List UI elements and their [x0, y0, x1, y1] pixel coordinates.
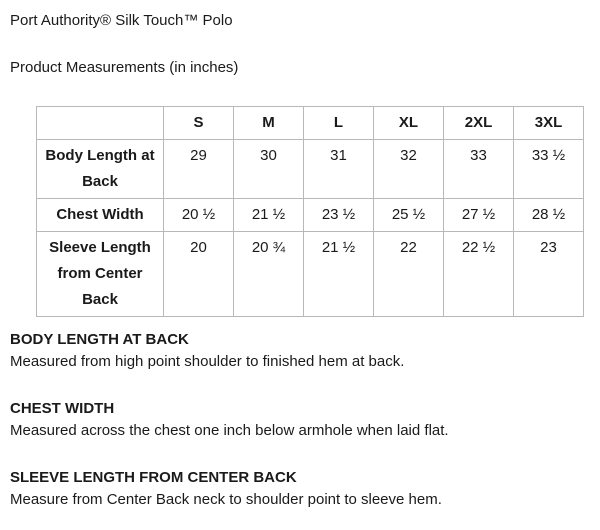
size-header: XL — [374, 107, 444, 140]
table-cell: 22 ½ — [444, 232, 514, 317]
table-cell: 27 ½ — [444, 199, 514, 232]
chest-width-section — [10, 398, 449, 442]
section-text: Measured from high point shoulder to finished hem at back. — [10, 353, 405, 370]
sleeve-length-section — [10, 467, 442, 511]
table-cell: 20 ¾ — [234, 232, 304, 317]
table-cell: 23 ½ — [304, 199, 374, 232]
size-header: S — [164, 107, 234, 140]
table-cell: 30 — [234, 140, 304, 199]
table-header-row — [37, 107, 584, 140]
section-text: Measure from Center Back neck to shoulder point to sleeve hem. — [10, 491, 442, 508]
size-header: 2XL — [444, 107, 514, 140]
table-cell: 33 — [444, 140, 514, 199]
section-heading: CHEST WIDTH — [10, 400, 115, 417]
table-cell: 29 — [164, 140, 234, 199]
size-header: L — [304, 107, 374, 140]
table-cell: 23 — [514, 232, 584, 317]
measurements-subtitle: Product Measurements (in inches) — [10, 59, 239, 76]
table-cell: 32 — [374, 140, 444, 199]
section-heading: BODY LENGTH AT BACK — [10, 331, 189, 348]
table-row — [37, 140, 584, 199]
table-corner-cell — [37, 107, 164, 140]
table-row — [37, 232, 584, 317]
table-cell: 20 ½ — [164, 199, 234, 232]
section-heading: SLEEVE LENGTH FROM CENTER BACK — [10, 469, 297, 486]
table-cell: 28 ½ — [514, 199, 584, 232]
product-title: Port Authority® Silk Touch™ Polo — [10, 12, 233, 29]
row-label: Body Length at Back — [37, 140, 164, 199]
table-row — [37, 199, 584, 232]
table-cell: 21 ½ — [234, 199, 304, 232]
table-cell: 21 ½ — [304, 232, 374, 317]
row-label: Sleeve Length from Center Back — [37, 232, 164, 317]
table-cell: 22 — [374, 232, 444, 317]
row-label: Chest Width — [37, 199, 164, 232]
section-text: Measured across the chest one inch below armhole when laid flat. — [10, 422, 449, 439]
size-header: M — [234, 107, 304, 140]
size-header: 3XL — [514, 107, 584, 140]
table-cell: 33 ½ — [514, 140, 584, 199]
table-cell: 20 — [164, 232, 234, 317]
table-cell: 31 — [304, 140, 374, 199]
size-chart-table — [36, 106, 584, 317]
table-cell: 25 ½ — [374, 199, 444, 232]
body-length-section — [10, 329, 404, 373]
